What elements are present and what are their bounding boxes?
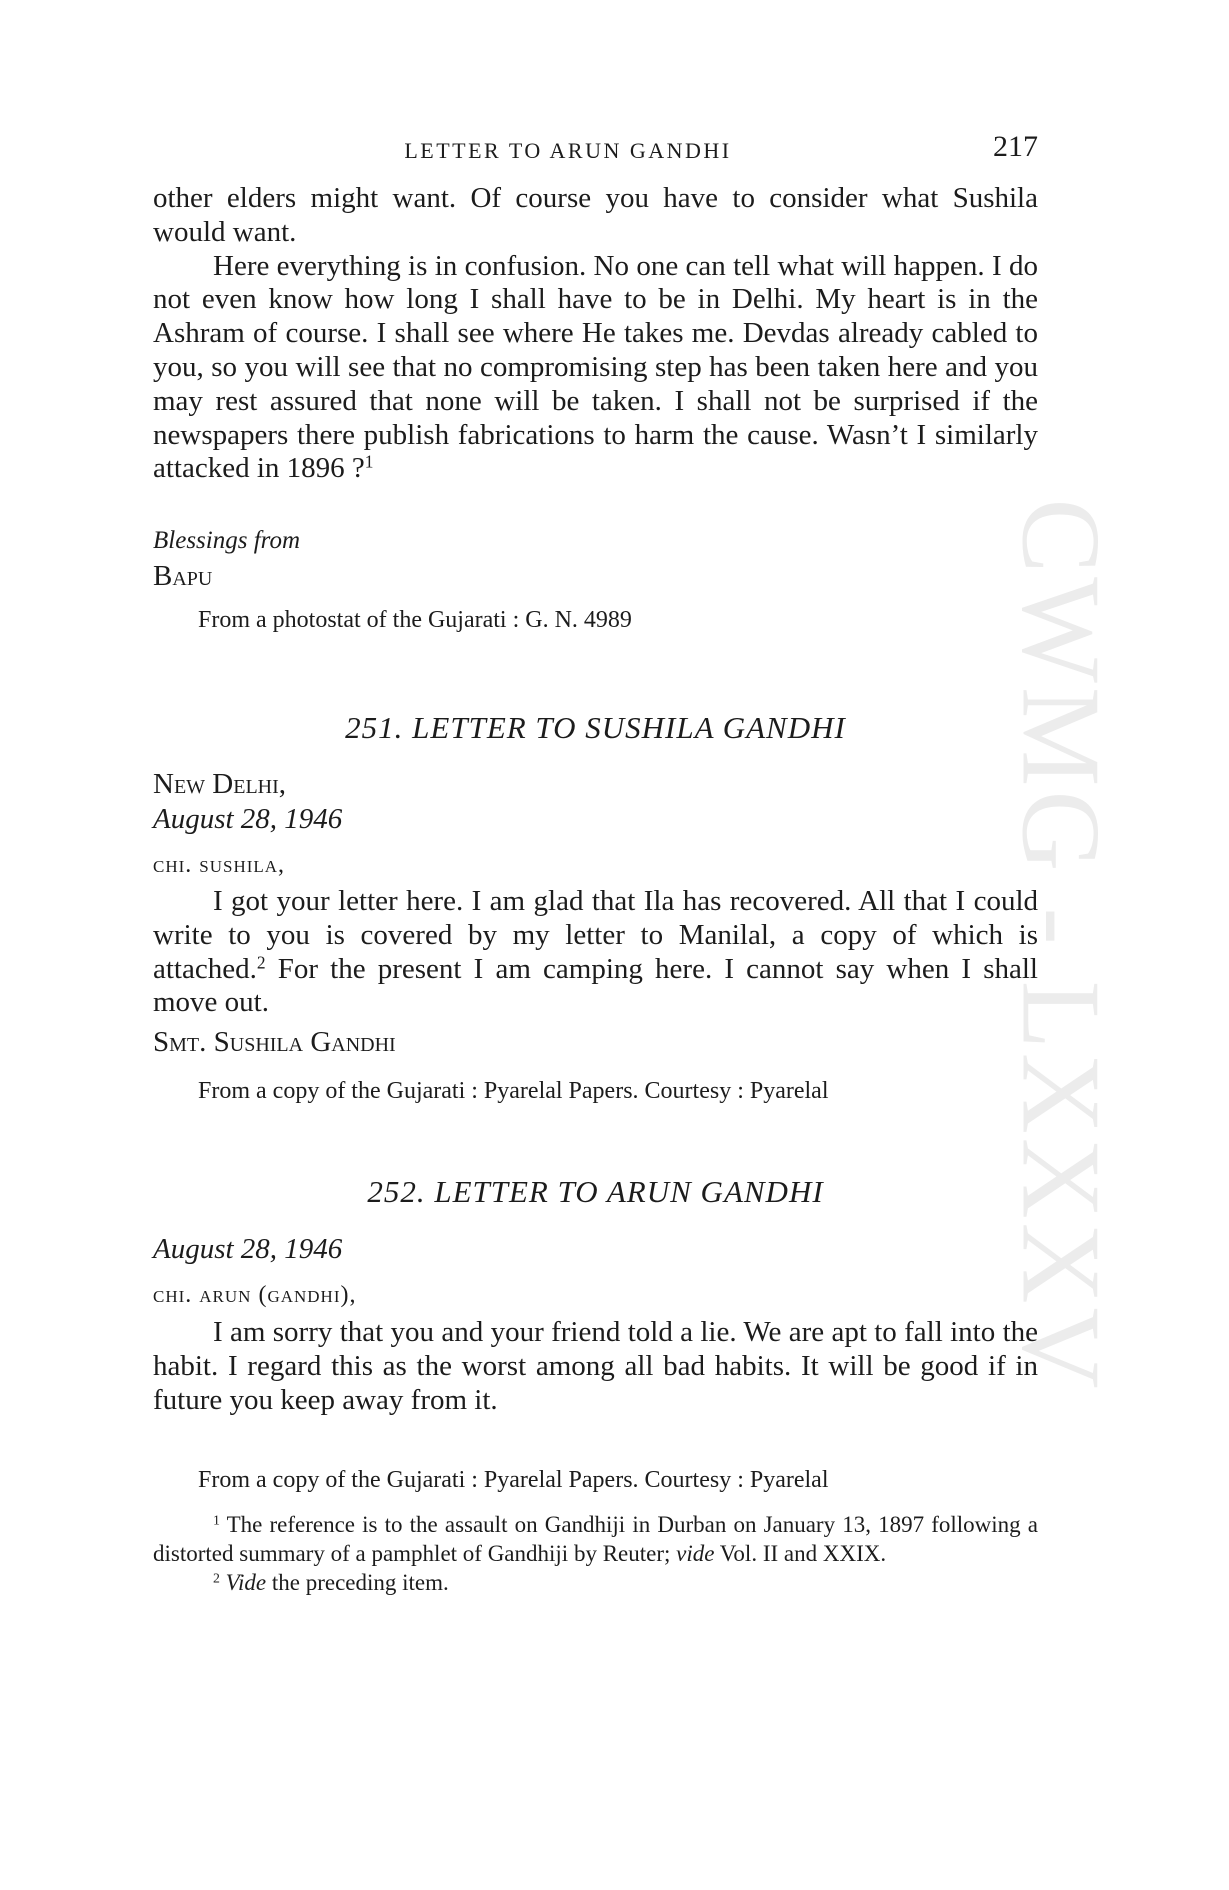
- source-note-prev: From a photostat of the Gujarati : G. N. 4989: [198, 607, 632, 633]
- watermark-text: CWMG - LXXXV: [998, 497, 1123, 1393]
- footnote-ref-2: 2: [256, 952, 266, 973]
- footnote-ref-1: 1: [364, 451, 374, 472]
- paragraph-2-text: Here everything is in confusion. No one can tell what will happen. I do not even know how long I shall have to be in Delhi. My heart is in the Ashram of course. I shall see where He takes me. Devdas already cabled to you, so you will see that no compromising step has been taken here and you may rest assured that none will be taken. I shall not be surprised if the newspapers there publish fabrications to harm the cause. Wasn’t I similarly attacked in 1896 ?: [153, 249, 1038, 485]
- footnote-2-mark: 2: [213, 1570, 220, 1586]
- letter-252-heading: 252. LETTER TO ARUN GANDHI: [367, 1174, 824, 1209]
- footnotes: [153, 1510, 1038, 1597]
- footnote-1-tail: Vol. II and XXIX.: [714, 1541, 887, 1566]
- closing-line: Blessings from: [153, 527, 300, 554]
- letter-251-addressee: Smt. Sushila Gandhi: [153, 1026, 396, 1058]
- letter-251-paragraph: [153, 885, 1038, 1020]
- signature: Bapu: [153, 560, 213, 592]
- document-page: [153, 0, 1038, 1890]
- source-note-251: From a copy of the Gujarati : Pyarelal Papers. Courtesy : Pyarelal: [198, 1078, 829, 1104]
- footnote-1: [153, 1510, 1038, 1568]
- footnote-1-text: The reference is to the assault on Gandhiji in Durban on January 13, 1897 following a distorted summary of a pamphlet of Gandhiji by Reuter;: [153, 1512, 1038, 1566]
- source-note-252: From a copy of the Gujarati : Pyarelal Papers. Courtesy : Pyarelal: [198, 1467, 829, 1493]
- letter-251-heading: 251. LETTER TO SUSHILA GANDHI: [345, 710, 846, 745]
- paragraph-2: [153, 250, 1038, 487]
- letter-251-body-a: I got your letter here. I am glad that Ila has recovered. All that I could write to you is covered by my letter to Manilal, a copy of which is attached.: [153, 885, 1038, 985]
- footnote-2: [153, 1568, 1038, 1597]
- page-number: 217: [993, 130, 1038, 163]
- letter-252-date: August 28, 1946: [153, 1233, 343, 1265]
- running-header: [153, 130, 1038, 170]
- footnote-2-vide: Vide: [225, 1570, 267, 1595]
- letter-252-body: [153, 1316, 1038, 1417]
- footnote-1-mark: 1: [213, 1512, 220, 1528]
- letter-251-salutation: chi. sushila,: [153, 852, 286, 878]
- header-title: LETTER TO ARUN GANDHI: [404, 138, 732, 163]
- letter-251-date: August 28, 1946: [153, 803, 343, 835]
- prev-letter-continuation: [153, 182, 1038, 486]
- letter-252-paragraph: I am sorry that you and your friend told a lie. We are apt to fall into the habit. I regard this as the worst among all bad habits. It will be good if in future you keep away from it.: [153, 1316, 1038, 1416]
- footnote-2-tail: the preceding item.: [266, 1570, 449, 1595]
- footnote-1-vide: vide: [676, 1541, 715, 1566]
- paragraph-1: other elders might want. Of course you have to consider what Sushila would want.: [153, 182, 1038, 248]
- letter-252-salutation: chi. arun (gandhi),: [153, 1282, 357, 1308]
- letter-251-body: [153, 885, 1038, 1020]
- letter-251-place: New Delhi,: [153, 768, 287, 800]
- letter-251-body-b: For the present I am camping here. I cannot say when I shall move out.: [153, 952, 1038, 1019]
